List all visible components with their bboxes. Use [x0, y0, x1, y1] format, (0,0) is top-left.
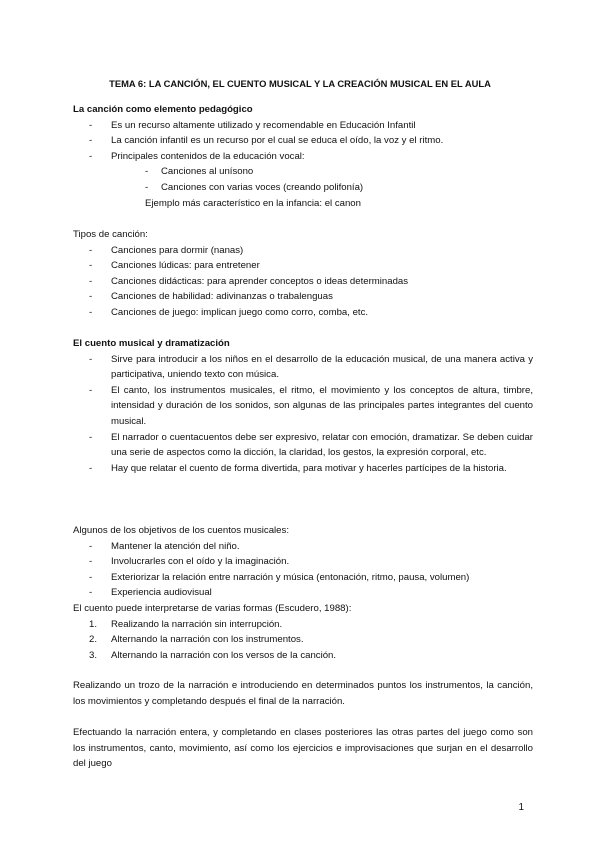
section-heading: El cuento musical y dramatización [73, 338, 230, 349]
section-heading: La canción como elemento pedagógico [73, 104, 253, 115]
section-tipos [73, 227, 533, 321]
forms-intro: El cuento puede interpretarse de varias formas (Escudero, 1988): [73, 602, 352, 614]
section-heading: Algunos de los objetivos de los cuentos musicales: [73, 525, 289, 536]
list-item: - Experiencia audiovisual [89, 587, 212, 599]
page-number: 1 [518, 802, 524, 813]
list-item: - Canciones de habilidad: adivinanzas o trabalenguas [89, 291, 333, 303]
section-cuento [73, 336, 533, 476]
sub-list-item: - Canciones al unísono [145, 166, 254, 178]
paragraph: Efectuando la narración entera, y completando en clases posteriores las otras partes del juego como son los instrumentos, canto, movimiento, así como los ejercicios e improvisaciones que surjan en el desarrollo del juego [73, 727, 533, 770]
list-item: - Hay que relatar el cuento de forma divertida, para motivar y hacerles partícipes de la historia. [89, 462, 507, 474]
list-item: - La canción infantil es un recurso por el cual se educa el oído, la voz y el ritmo. [89, 135, 444, 147]
numbered-item: 3. Alternando la narración con los versos de la canción. [89, 649, 337, 661]
paragraph: Realizando un trozo de la narración e introduciendo en determinados puntos los instrumentos, la canción, los movimientos y completando después el final de la narración. [73, 680, 533, 707]
list-item: - Exteriorizar la relación entre narración y música (entonación, ritmo, pausa, volumen) [89, 571, 470, 583]
list-item: - Sirve para introducir a los niños en el desarrollo de la educación musical, de una manera activa y participativa, uniendo texto con música. [89, 353, 533, 381]
section-cancion [73, 102, 533, 211]
list-item: - Canciones de juego: implican juego como corro, comba, etc. [89, 306, 369, 318]
sub-list-item: - Canciones con varias voces (creando polifonía) [145, 181, 364, 193]
list-item: - El canto, los instrumentos musicales, el ritmo, el movimiento y los conceptos de altura, timbre, intensidad y duración de los sonidos, son algunas de las principales partes integrantes del cuento musical. [89, 384, 533, 427]
list-item: - Mantener la atención del niño. [89, 540, 240, 552]
list-item: - El narrador o cuentacuentos debe ser expresivo, relatar con emoción, dramatizar. Se deben cuidar una serie de aspectos como la dicción, la claridad, los gestos, la expresión corporal, etc. [89, 431, 533, 459]
list-item: - Canciones didácticas: para aprender conceptos o ideas determinadas [89, 275, 409, 287]
numbered-item: 1. Realizando la narración sin interrupción. [89, 618, 283, 630]
page-title: TEMA 6: LA CANCIÓN, EL CUENTO MUSICAL Y LA CREACIÓN MUSICAL EN EL AULA [109, 78, 491, 89]
section-objetivos [73, 523, 533, 663]
list-item: - Canciones para dormir (nanas) [89, 244, 244, 256]
list-item: - Involucrarles con el oído y la imaginación. [89, 556, 290, 568]
list-item: - Principales contenidos de la educación vocal: [89, 150, 305, 162]
section-heading: Tipos de canción: [73, 229, 148, 240]
numbered-item: 2. Alternando la narración con los instrumentos. [89, 634, 304, 646]
example-note: Ejemplo más característico en la infancia: el canon [145, 197, 361, 209]
list-item: - Canciones lúdicas: para entretener [89, 260, 260, 272]
list-item: - Es un recurso altamente utilizado y recomendable en Educación Infantil [89, 119, 416, 131]
